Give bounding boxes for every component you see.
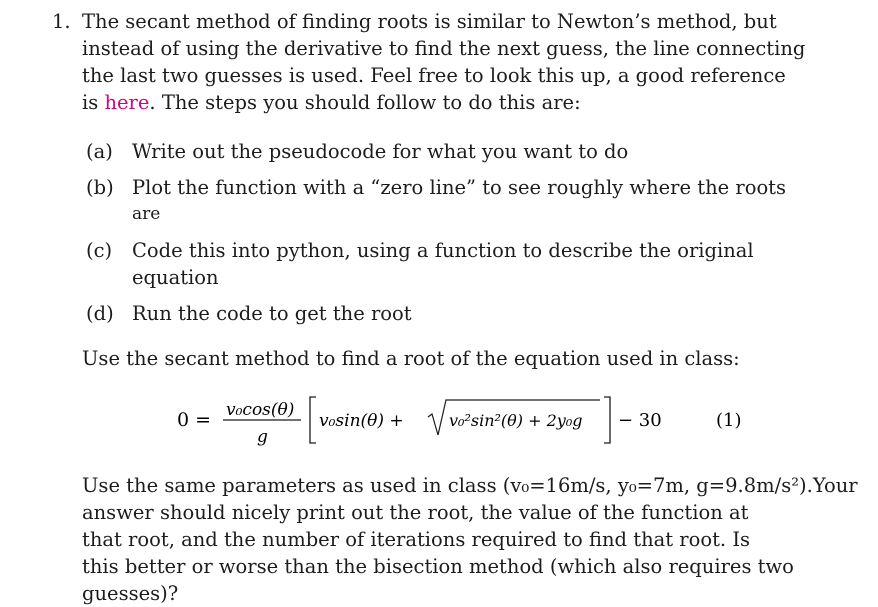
- closing-line: Use the same parameters as used in class (v₀=16m/s, y₀=7m, g=9.8m/s²).Your: [82, 474, 858, 497]
- intro-prefix: is: [82, 91, 105, 114]
- closing-line: guesses)?: [82, 582, 179, 605]
- equation-tail: − 30: [618, 410, 662, 431]
- equation-number: (1): [716, 410, 742, 431]
- step-c: [86, 237, 754, 291]
- intro-line: instead of using the derivative to find the next guess, the line connecting: [82, 37, 806, 60]
- step-d: [86, 300, 412, 327]
- step-b: [86, 174, 786, 228]
- equation-lhs: 0 =: [177, 409, 212, 431]
- sqrt-content: v₀²sin²(θ) + 2y₀g: [449, 411, 583, 430]
- step-text-cont: are: [132, 204, 161, 224]
- step-text: Code this into python, using a function to describe the original: [132, 239, 754, 262]
- step-label: (d): [86, 302, 114, 325]
- intro-suffix: . The steps you should follow to do this are:: [149, 91, 581, 114]
- step-text: Run the code to get the root: [132, 302, 412, 325]
- equation-svg: [120, 395, 780, 455]
- equation-1: [120, 395, 780, 451]
- closing-line: this better or worse than the bisection method (which also requires two: [82, 555, 794, 578]
- bracket-content: v₀sin(θ) +: [319, 411, 404, 431]
- step-text: Plot the function with a “zero line” to see roughly where the roots: [132, 176, 787, 199]
- intro-line-last: [82, 89, 805, 116]
- step-text-cont: equation: [132, 266, 219, 289]
- closing-line: that root, and the number of iterations required to find that root. Is: [82, 528, 751, 551]
- intro-line: The secant method of finding roots is similar to Newton’s method, but: [82, 10, 777, 33]
- intro-paragraph: [82, 8, 805, 116]
- reference-link[interactable]: here: [104, 91, 150, 114]
- step-label: (b): [86, 176, 114, 199]
- step-a: [86, 138, 628, 165]
- equation-numerator: v₀cos(θ): [226, 400, 295, 420]
- closing-line: answer should nicely print out the root, the value of the function at: [82, 501, 749, 524]
- closing-paragraph: [82, 472, 858, 607]
- equation-denominator: g: [257, 427, 268, 447]
- step-label: (a): [86, 140, 113, 163]
- step-text: Write out the pseudocode for what you want to do: [132, 140, 629, 163]
- left-bracket: [310, 397, 316, 443]
- intro-line: the last two guesses is used. Feel free to look this up, a good reference: [82, 64, 786, 87]
- step-label: (c): [86, 239, 113, 262]
- right-bracket: [604, 397, 610, 443]
- secant-instruction: [82, 345, 740, 372]
- problem-number: 1.: [52, 10, 71, 33]
- instruction-text: Use the secant method to find a root of the equation used in class:: [82, 347, 740, 370]
